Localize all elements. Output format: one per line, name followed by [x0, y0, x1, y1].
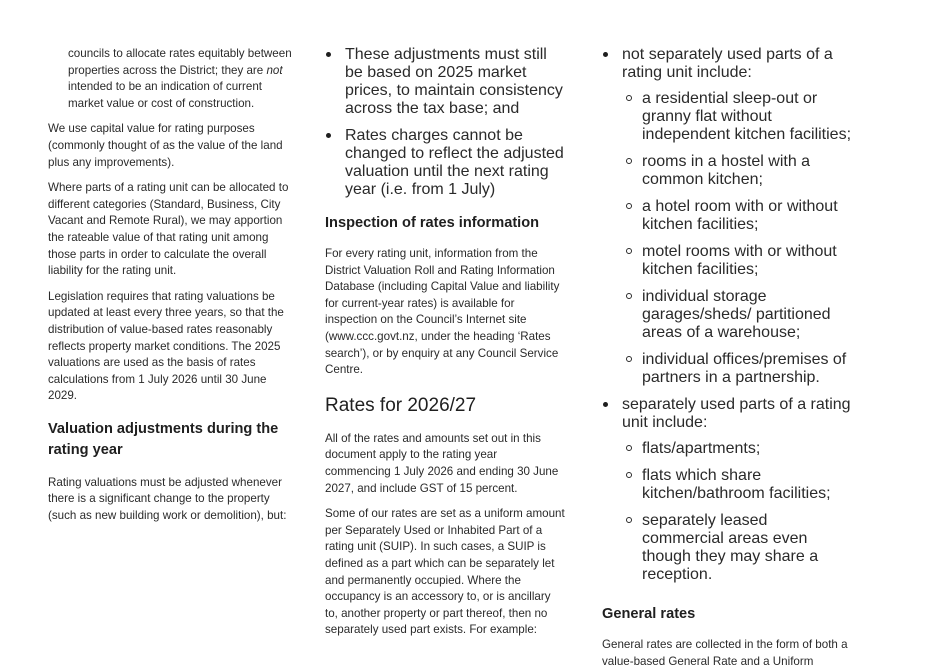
list-item: rooms in a hostel with a common kitchen;: [602, 153, 852, 189]
list-item: not separately used parts of a rating unit include: a residential sleep-out or granny flat without independent kitchen facilities; rooms in a hostel with a common kitchen; a hotel room with or without kitchen facilities; motel rooms with or without kitchen facilities; individual storage garages/sheds/ partitioned areas of a warehouse; individual offices/premises of partners in a partnership.: [602, 46, 852, 387]
column-left: [48, 46, 292, 525]
circle-bullet-icon: [626, 95, 632, 101]
list-item: These adjustments must still be based on 2025 market prices, to maintain consistency across the tax base; and: [325, 46, 565, 118]
legislation-paragraph: Legislation requires that rating valuations be updated at least every three years, so that the distribution of value-based rates reasonably reflects property market conditions. The 2025 valuations are used as the basis of rates calculations from 1 July 2026 until 30 June 2029.: [48, 289, 284, 403]
bullet-icon: [326, 133, 331, 138]
not-separately-used-list: [602, 90, 852, 387]
list-item: individual storage garages/sheds/ partitioned areas of a warehouse;: [602, 288, 852, 342]
list-item: separately used parts of a rating unit include: flats/apartments; flats which share kitchen/bathroom facilities; separately leased commercial areas even though they may share a reception.: [602, 396, 852, 584]
list-item: individual offices/premises of partners in a partnership.: [602, 351, 852, 387]
adjustment-bullets: [325, 46, 565, 199]
list-item: motel rooms with or without kitchen facilities;: [602, 243, 852, 279]
list-item: a residential sleep-out or granny flat without independent kitchen facilities;: [602, 90, 852, 144]
column-middle: [325, 46, 565, 639]
circle-bullet-icon: [626, 517, 632, 523]
inspection-paragraph: For every rating unit, information from the District Valuation Roll and Rating Information Database (including Capital Value and liability for current-year rates) is available for inspection on the Council’s Internet site (www.ccc.govt.nz, under the heading ‘Rates search’), or by enquiry at any Council Service Centre.: [325, 247, 560, 377]
bullet-icon: [326, 52, 331, 57]
list-item: a hotel room with or without kitchen facilities;: [602, 198, 852, 234]
circle-bullet-icon: [626, 158, 632, 164]
emphasis-text: not: [266, 63, 283, 77]
suip-paragraph: Some of our rates are set as a uniform amount per Separately Used or Inhabited Part of a rating unit (SUIP). In such cases, a SUIP is defined as a part which can be separately let and permanently occupied. Where the occupancy is an accessory to, or is ancillary to, another property or part thereof, then no separately used part exists. For example:: [325, 507, 565, 637]
rates-paragraph: All of the rates and amounts set out in this document apply to the rating year commencing 1 July 2026 and ending 30 June 2027, and include GST of 15 percent.: [325, 431, 559, 495]
bullet-icon: [603, 402, 608, 407]
list-item: separately leased commercial areas even though they may share a reception.: [602, 512, 852, 584]
column-right: [602, 46, 852, 670]
circle-bullet-icon: [626, 356, 632, 362]
circle-bullet-icon: [626, 203, 632, 209]
circle-bullet-icon: [626, 472, 632, 478]
adjustments-paragraph: Rating valuations must be adjusted whenever there is a significant change to the property (such as new building work or demolition), but:: [48, 475, 287, 523]
list-item: flats/apartments;: [602, 440, 852, 458]
apportion-paragraph: Where parts of a rating unit can be allocated to different categories (Standard, Business, City Vacant and Remote Rural), we may apportion the rateable value of that rating unit among those parts in order to calculate the overall liability for the rating unit.: [48, 181, 289, 278]
suip-bullets: [602, 46, 852, 584]
list-item: flats which share kitchen/bathroom facilities;: [602, 467, 852, 503]
bullet-icon: [603, 52, 608, 57]
continued-paragraph: councils to allocate rates equitably between properties across the District; they are not intended to be an indication of current market value or cost of construction.: [68, 47, 292, 110]
general-rates-heading: General rates: [602, 606, 696, 622]
circle-bullet-icon: [626, 293, 632, 299]
list-item: Rates charges cannot be changed to reflect the adjusted valuation until the next rating year (i.e. from 1 July): [325, 127, 565, 199]
rates-heading: Rates for 2026/27: [325, 394, 477, 416]
circle-bullet-icon: [626, 248, 632, 254]
general-rates-paragraph: General rates are collected in the form of both a value-based General Rate and a Uniform: [602, 638, 848, 668]
separately-used-list: [602, 440, 852, 584]
valuation-adjustments-heading: Valuation adjustments during the rating year: [48, 420, 279, 458]
circle-bullet-icon: [626, 445, 632, 451]
capital-value-paragraph: We use capital value for rating purposes (commonly thought of as the value of the land plus any improvements).: [48, 122, 283, 169]
inspection-heading: Inspection of rates information: [325, 215, 540, 231]
